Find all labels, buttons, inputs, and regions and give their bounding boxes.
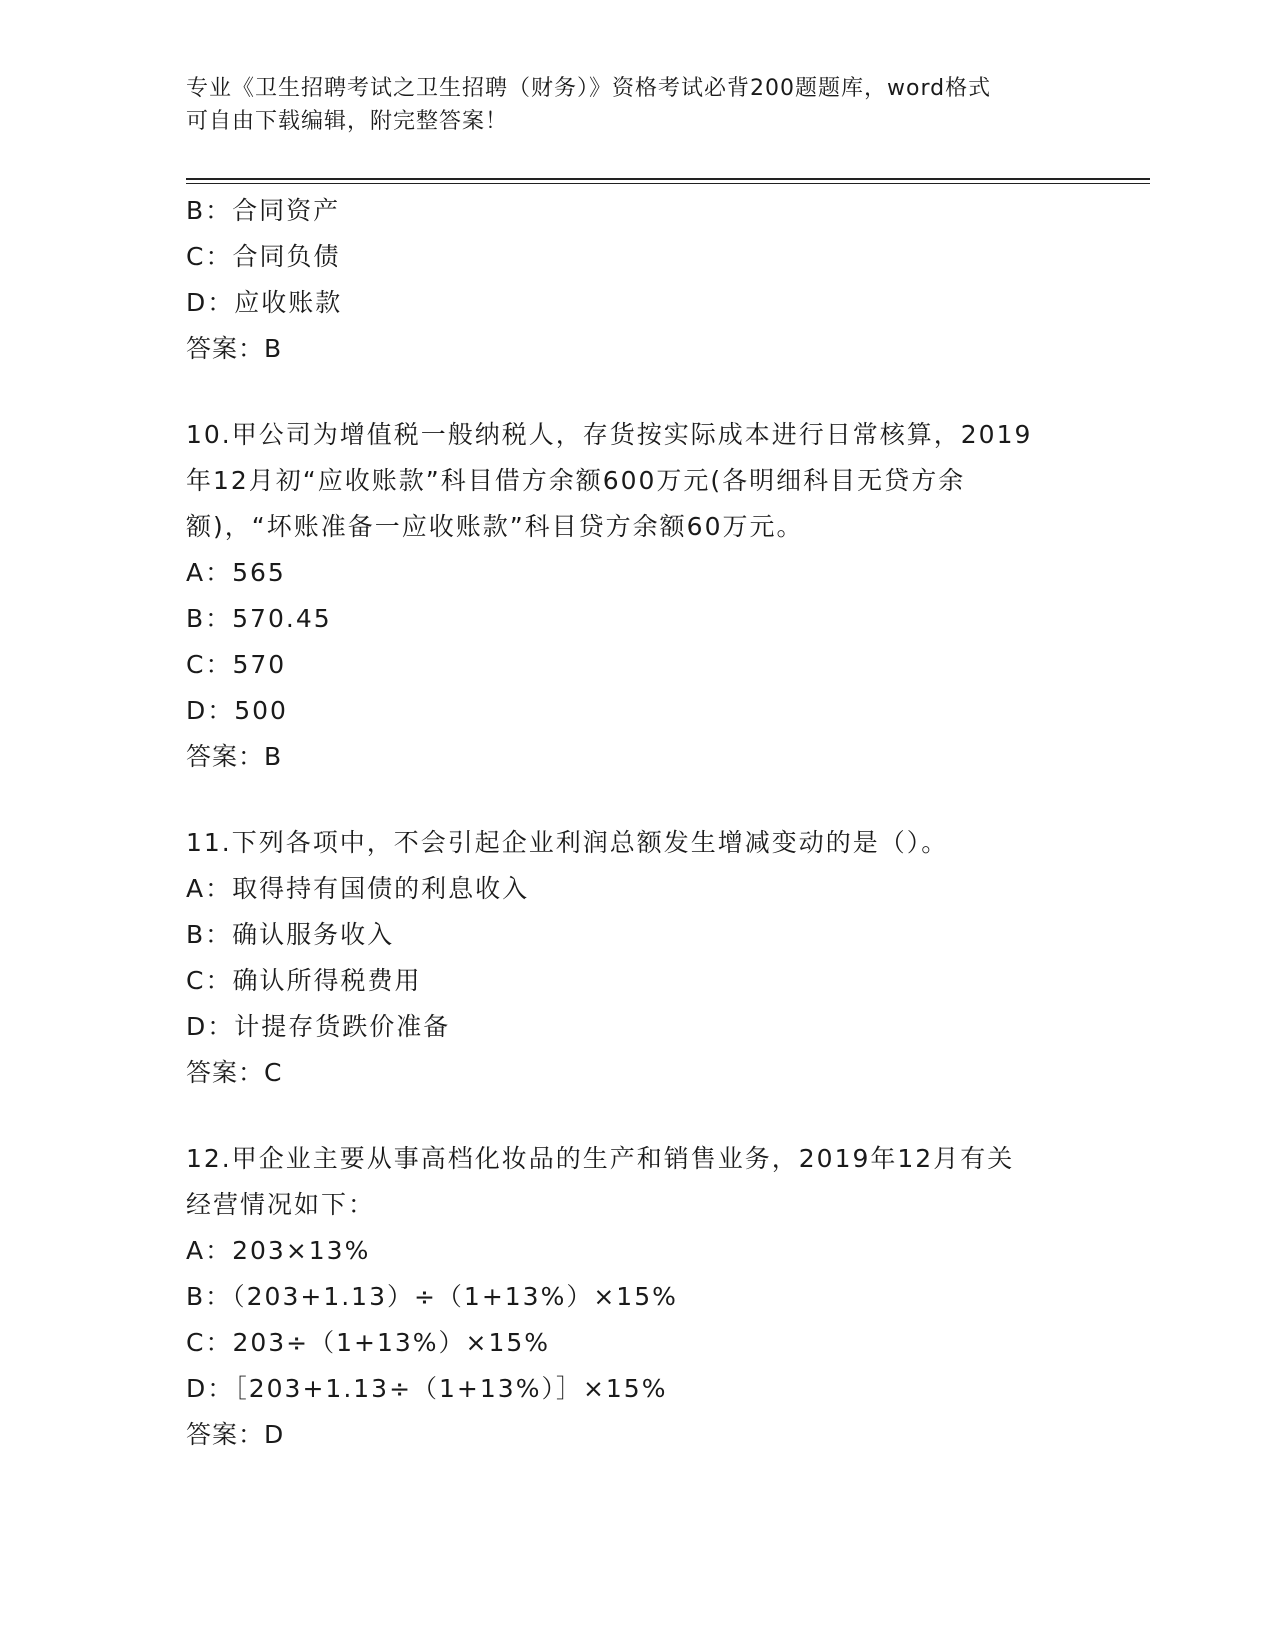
header-divider-thin — [186, 183, 1150, 184]
question-10 — [186, 412, 1086, 780]
option-a: A：203×13% — [186, 1236, 371, 1265]
question-stem-line: 额)，“坏账准备一应收账款”科目贷方余额60万元。 — [186, 512, 804, 541]
question-list — [186, 188, 1086, 1458]
option-d: D：500 — [186, 696, 288, 725]
answer: 答案：C — [186, 1058, 283, 1087]
answer: 答案：B — [186, 742, 283, 771]
option-c: C：确认所得税费用 — [186, 966, 422, 995]
option-b: B：（203+1.13）÷（1+13%）×15% — [186, 1282, 678, 1311]
question-stem-line: 11.下列各项中，不会引起企业利润总额发生增减变动的是（）。 — [186, 828, 949, 857]
header-line-2: 可自由下载编辑，附完整答案！ — [186, 109, 509, 134]
answer: 答案：D — [186, 1420, 285, 1449]
option-d: D：［203+1.13÷（1+13%）］×15% — [186, 1374, 668, 1403]
question-stem-line: 年12月初“应收账款”科目借方余额600万元(各明细科目无贷方余 — [186, 466, 966, 495]
option-c: C：203÷（1+13%）×15% — [186, 1328, 551, 1357]
option-b: B：合同资产 — [186, 196, 341, 225]
document-header — [186, 72, 1086, 138]
question-9 — [186, 188, 1086, 372]
option-a: A：565 — [186, 558, 286, 587]
option-b: B：确认服务收入 — [186, 920, 395, 949]
header-line-1: 专业《卫生招聘考试之卫生招聘（财务）》资格考试必背200题题库，word格式 — [186, 76, 992, 101]
option-b: B：570.45 — [186, 604, 332, 633]
question-stem-line: 10.甲公司为增值税一般纳税人，存货按实际成本进行日常核算，2019 — [186, 420, 1033, 449]
question-stem-line: 经营情况如下： — [186, 1190, 376, 1219]
question-stem-line: 12.甲企业主要从事高档化妆品的生产和销售业务，2019年12月有关 — [186, 1144, 1015, 1173]
option-c: C：合同负债 — [186, 242, 341, 271]
header-divider-thick — [186, 178, 1150, 180]
option-a: A：取得持有国债的利息收入 — [186, 874, 530, 903]
option-d: D：计提存货跌价准备 — [186, 1012, 451, 1041]
question-11 — [186, 820, 1086, 1096]
answer: 答案：B — [186, 334, 283, 363]
question-12 — [186, 1136, 1086, 1458]
option-d: D：应收账款 — [186, 288, 343, 317]
option-c: C：570 — [186, 650, 287, 679]
